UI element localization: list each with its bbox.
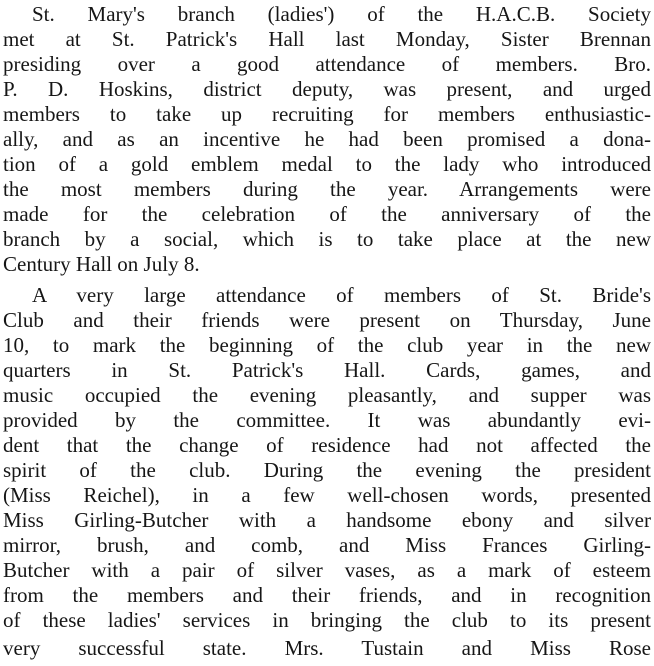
text-line-7: tion of a gold emblem medal to the lady who introduced — [3, 152, 651, 176]
text-line-17: provided by the committee. It was abundantly evi- — [3, 408, 651, 432]
text-line-25: of these ladies' services in bringing the club to its present — [3, 608, 651, 632]
text-line-5: members to take up recruiting for members enthusiastic- — [3, 102, 651, 126]
text-line-3: presiding over a good attendance of members. Bro. — [3, 52, 651, 76]
text-line-22: mirror, brush, and comb, and Miss Frances Girling- — [3, 533, 651, 557]
text-line-19: spirit of the club. During the evening the president — [3, 458, 651, 482]
text-line-21: Miss Girling-Butcher with a handsome ebony and silver — [3, 508, 651, 532]
text-line-23: Butcher with a pair of silver vases, as a mark of esteem — [3, 558, 651, 582]
text-line-9: made for the celebration of the anniversary of the — [3, 202, 651, 226]
text-line-6: ally, and as an incentive he had been promised a dona- — [3, 127, 651, 151]
text-line-18: dent that the change of residence had not affected the — [3, 433, 651, 457]
text-line-20: (Miss Reichel), in a few well-chosen words, presented — [3, 483, 651, 507]
text-line-14: 10, to mark the beginning of the club year in the new — [3, 333, 651, 357]
text-line-4: P. D. Hoskins, district deputy, was present, and urged — [3, 77, 651, 101]
text-line-2: met at St. Patrick's Hall last Monday, Sister Brennan — [3, 27, 651, 51]
text-line-11: Century Hall on July 8. — [3, 252, 200, 276]
text-line-10: branch by a social, which is to take place at the new — [3, 227, 651, 251]
text-line-24: from the members and their friends, and in recognition — [3, 583, 651, 607]
text-line-16: music occupied the evening pleasantly, and supper was — [3, 383, 651, 407]
text-line-1: St. Mary's branch (ladies') of the H.A.C.B. Society — [32, 2, 651, 26]
text-line-8: the most members during the year. Arrangements were — [3, 177, 651, 201]
text-line-13: Club and their friends were present on Thursday, June — [3, 308, 651, 332]
text-line-15: quarters in St. Patrick's Hall. Cards, games, and — [3, 358, 651, 382]
text-line-26: very successful state. Mrs. Tustain and Miss Rose — [3, 636, 651, 660]
text-line-12: A very large attendance of members of St. Bride's — [32, 283, 651, 307]
